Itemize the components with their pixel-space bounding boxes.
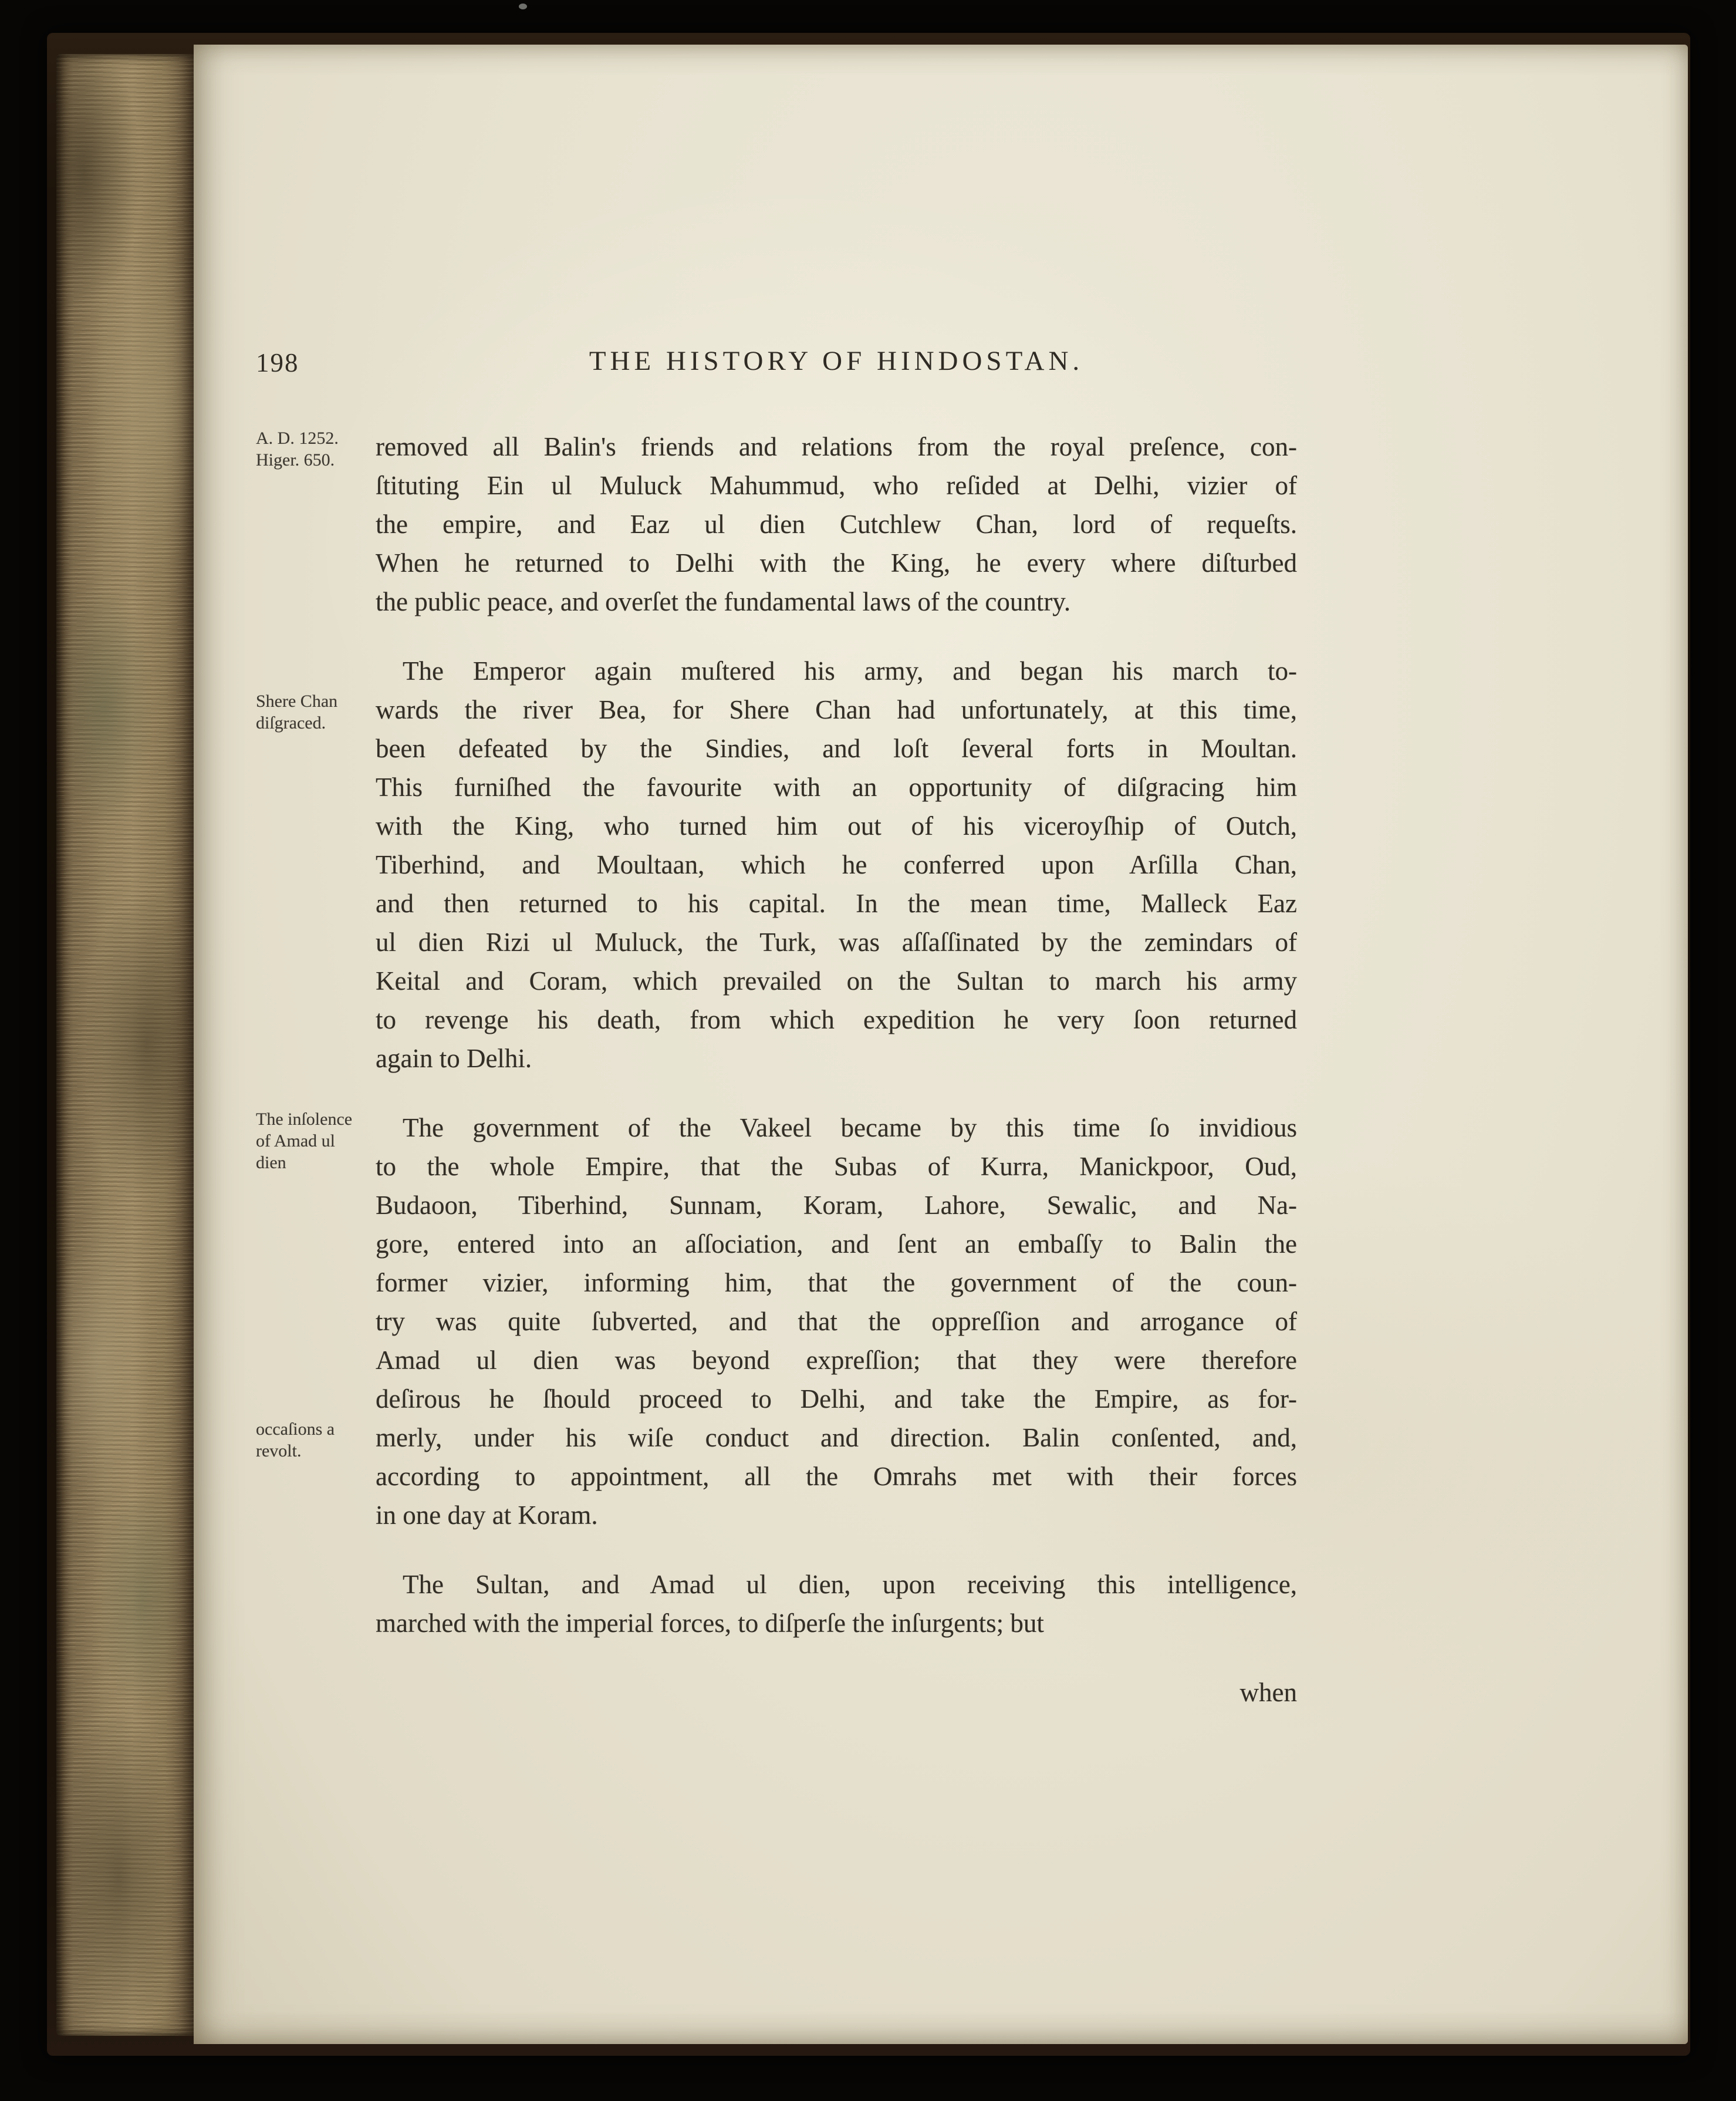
text-line: been defeated by the Sindies, and loſt ſeveral forts in Moultan.: [376, 734, 1297, 763]
text-line: in one day at Koram.: [376, 1500, 598, 1530]
margin-note-revolt: [256, 1418, 371, 1462]
text-line: The government of the Vakeel became by this time ſo invidious: [403, 1113, 1297, 1142]
paragraph: [376, 427, 1297, 621]
text-line: again to Delhi.: [376, 1044, 532, 1073]
text-line: The Emperor again muſtered his army, and began his march to-: [403, 656, 1297, 686]
paragraph: [376, 1108, 1297, 1535]
margin-note-line: Shere Chan: [256, 692, 338, 711]
paragraph: [376, 652, 1297, 1078]
margin-note-line: diſgraced.: [256, 713, 326, 733]
text-line: to the whole Empire, that the Subas of Kurra, Manickpoor, Oud,: [376, 1152, 1297, 1181]
running-title: THE HISTORY OF HINDOSTAN.: [589, 346, 1084, 376]
text-line: When he returned to Delhi with the King, he every where diſturbed: [376, 548, 1297, 578]
catchword-row: [376, 1673, 1297, 1712]
text-line: and then returned to his capital. In the mean time, Malleck Eaz: [376, 889, 1297, 918]
text-line: former vizier, informing him, that the government of the coun-: [376, 1268, 1297, 1297]
margin-note-line: occaſions a: [256, 1419, 335, 1439]
paragraph: [376, 1565, 1297, 1643]
text-line: ſtituting Ein ul Muluck Mahummud, who reſided at Delhi, vizier of: [376, 471, 1297, 500]
text-line: gore, entered into an aſſociation, and ſent an embaſſy to Balin the: [376, 1229, 1297, 1259]
text-line: wards the river Bea, for Shere Chan had unfortunately, at this time,: [376, 695, 1297, 724]
margin-note-line: dien: [256, 1153, 286, 1172]
page-number: 198: [256, 348, 299, 377]
scan-dust-artifact: [519, 4, 527, 9]
marbled-page-edges: [56, 54, 195, 2036]
text-line: with the King, who turned him out of his viceroyſhip of Outch,: [376, 811, 1297, 841]
text-line: The Sultan, and Amad ul dien, upon receiving this intelligence,: [403, 1570, 1297, 1599]
body-text: [376, 427, 1297, 1712]
text-line: Keital and Coram, which prevailed on the Sultan to march his army: [376, 966, 1297, 996]
text-line: Amad ul dien was beyond expreſſion; that they were therefore: [376, 1345, 1297, 1375]
text-line: to revenge his death, from which expedition he very ſoon returned: [376, 1005, 1297, 1034]
catchword: when: [1239, 1678, 1297, 1707]
text-line: the empire, and Eaz ul dien Cutchlew Chan, lord of requeſts.: [376, 510, 1297, 539]
text-line: merly, under his wiſe conduct and direction. Balin conſented, and,: [376, 1423, 1297, 1452]
text-line: deſirous he ſhould proceed to Delhi, and take the Empire, as for-: [376, 1384, 1297, 1414]
margin-note-shere-chan: [256, 690, 371, 734]
margin-note-insolence: [256, 1108, 371, 1173]
book-page: [194, 45, 1688, 2044]
text-line: ul dien Rizi ul Muluck, the Turk, was aſſaſſinated by the zemindars of: [376, 928, 1297, 957]
text-line: removed all Balin's friends and relations from the royal preſence, con-: [376, 432, 1297, 461]
text-line: Budaoon, Tiberhind, Sunnam, Koram, Lahore, Sewalic, and Na-: [376, 1191, 1297, 1220]
text-line: Tiberhind, and Moultaan, which he conferred upon Arſilla Chan,: [376, 850, 1297, 879]
margin-note-date: [256, 427, 371, 471]
margin-note-line: revolt.: [256, 1441, 302, 1461]
margin-note-line: The inſolence: [256, 1109, 353, 1129]
text-line: try was quite ſubverted, and that the oppreſſion and arrogance of: [376, 1307, 1297, 1336]
margin-note-line: of Amad ul: [256, 1131, 335, 1151]
text-line: This furniſhed the favourite with an opportunity of diſgracing him: [376, 773, 1297, 802]
text-line: marched with the imperial forces, to diſperſe the inſurgents; but: [376, 1608, 1044, 1638]
text-line: the public peace, and overſet the fundamental laws of the country.: [376, 587, 1071, 616]
margin-note-line: A. D. 1252.: [256, 429, 339, 448]
margin-note-line: Higer. 650.: [256, 450, 335, 470]
text-line: according to appointment, all the Omrahs met with their forces: [376, 1462, 1297, 1491]
